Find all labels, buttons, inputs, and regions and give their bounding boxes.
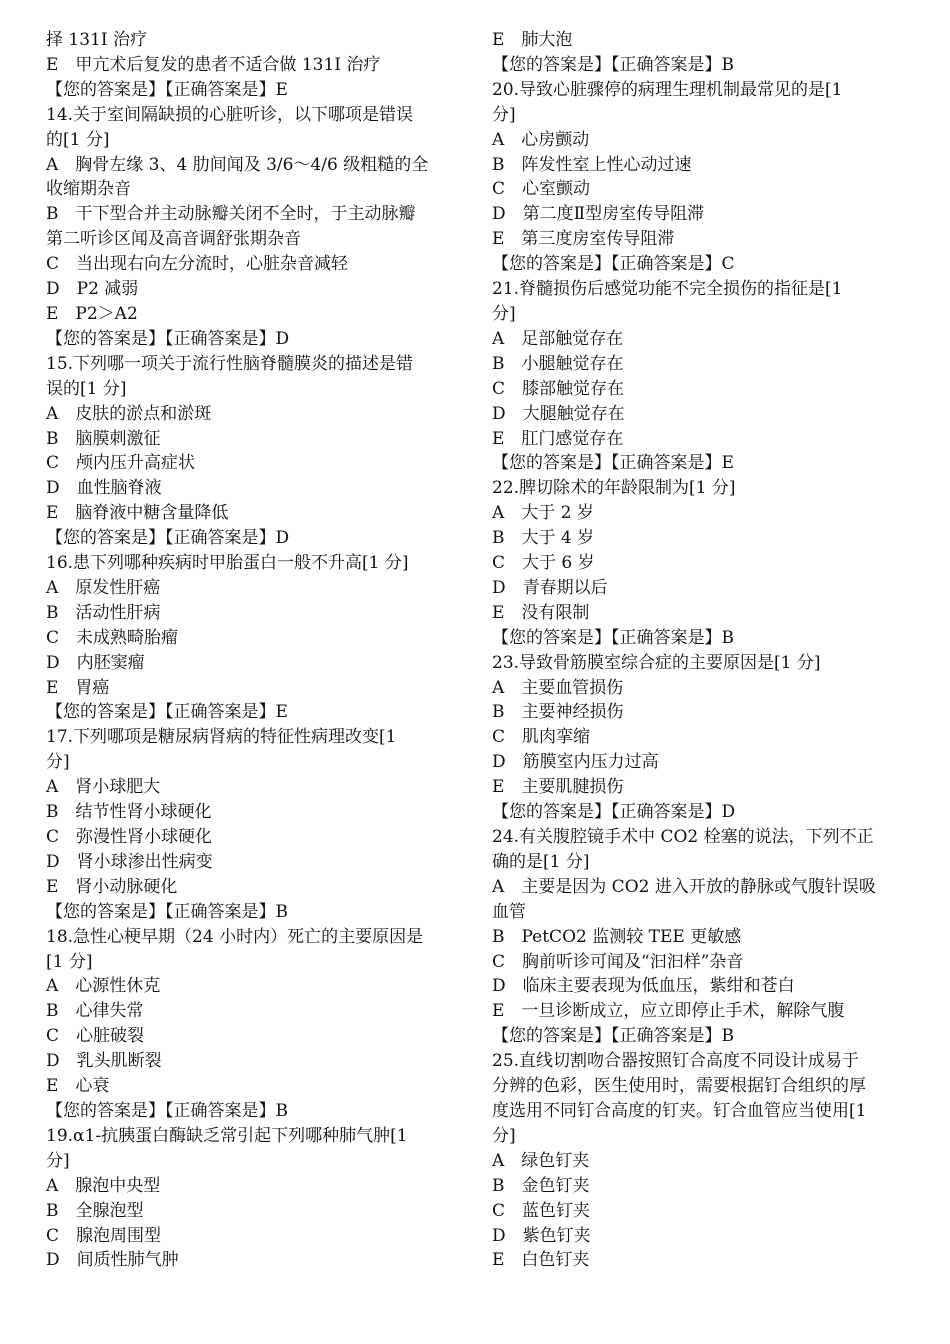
text-line: D 乳头肌断裂 [46, 1051, 162, 1072]
text-line: C 胸前听诊可闻及“汩汩样”杂音 [492, 951, 744, 972]
text-line: 22.脾切除术的年龄限制为[1 分] [492, 478, 736, 499]
text-line: D 第二度Ⅱ型房室传导阻滞 [492, 204, 705, 225]
text-line: C 未成熟畸胎瘤 [46, 627, 179, 648]
text-line: B 阵发性室上性心动过速 [492, 154, 692, 175]
text-line: D 血性脑脊液 [46, 478, 162, 499]
text-line: E 甲亢术后复发的患者不适合做 131I 治疗 [46, 54, 381, 75]
text-line: 15.下列哪一项关于流行性脑脊髓膜炎的描述是错 [46, 353, 414, 374]
text-line: 【您的答案是】【正确答案是】D [46, 528, 290, 549]
text-line: B 金色钉夹 [492, 1175, 590, 1196]
text-line: A 胸骨左缘 3、4 肋间闻及 3/6～4/6 级粗糙的全 [46, 154, 429, 175]
text-line: E 第三度房室传导阻滞 [492, 229, 675, 250]
text-line: A 主要血管损伤 [492, 677, 624, 698]
text-line: 分] [46, 752, 70, 773]
text-line: E 胃癌 [46, 677, 110, 698]
text-line: D 内胚窦瘤 [46, 652, 145, 673]
text-line: B 大于 4 岁 [492, 528, 595, 549]
text-line: 21.脊髓损伤后感觉功能不完全损伤的指征是[1 [492, 279, 843, 300]
text-line: 【您的答案是】【正确答案是】B [492, 627, 734, 648]
text-line: E P2＞A2 [46, 303, 138, 324]
text-line: 择 131I 治疗 [46, 30, 147, 50]
text-line: 16.患下列哪种疾病时甲胎蛋白一般不升高[1 分] [46, 553, 409, 574]
text-line: 确的是[1 分] [492, 851, 590, 872]
text-line: E 心衰 [46, 1076, 110, 1097]
text-line: C 当出现右向左分流时，心脏杂音减轻 [46, 254, 349, 275]
text-line: D 临床主要表现为低血压，紫绀和苍白 [492, 976, 795, 997]
text-line: E 一旦诊断成立，应立即停止手术，解除气腹 [492, 1001, 845, 1022]
right-column [492, 28, 908, 1273]
text-line: 收缩期杂音 [46, 179, 131, 200]
text-line: C 肌肉挛缩 [492, 727, 591, 748]
text-line: B 小腿触觉存在 [492, 353, 624, 374]
text-line: D 肾小球渗出性病变 [46, 851, 213, 872]
text-line: B 脑膜刺激征 [46, 428, 161, 449]
text-line: B 干下型合并主动脉瓣关闭不全时，于主动脉瓣 [46, 204, 416, 225]
text-line: A 心房颤动 [492, 129, 590, 150]
text-line: B 主要神经损伤 [492, 702, 624, 723]
text-line: D 青春期以后 [492, 577, 608, 598]
text-line: A 皮肤的淤点和淤斑 [46, 403, 212, 424]
text-line: C 颅内压升高症状 [46, 453, 196, 474]
text-line: 分] [492, 303, 516, 324]
text-line: 【您的答案是】【正确答案是】C [492, 254, 735, 275]
text-line: D P2 减弱 [46, 279, 139, 300]
text-line: D 间质性肺气肿 [46, 1250, 179, 1271]
text-line: A 绿色钉夹 [492, 1150, 590, 1171]
text-line: A 大于 2 岁 [492, 503, 594, 524]
text-line: 25.直线切割吻合器按照钉合高度不同设计成易于 [492, 1051, 860, 1072]
text-line: 分] [492, 104, 516, 125]
text-line: 分辨的色彩，医生使用时，需要根据钉合组织的厚 [492, 1076, 866, 1097]
text-line: 第二听诊区闻及高音调舒张期杂音 [46, 229, 301, 250]
text-line: A 原发性肝癌 [46, 577, 161, 598]
text-line: 【您的答案是】【正确答案是】B [492, 54, 734, 75]
text-line: 23.导致骨筋膜室综合症的主要原因是[1 分] [492, 652, 821, 673]
text-line: 【您的答案是】【正确答案是】E [492, 453, 734, 474]
text-line: C 腺泡周围型 [46, 1225, 162, 1246]
text-line: 【您的答案是】【正确答案是】D [46, 328, 290, 349]
text-line: C 弥漫性肾小球硬化 [46, 827, 213, 847]
text-line: B 心律失常 [46, 1001, 144, 1022]
text-line: 的[1 分] [46, 129, 110, 150]
text-line: C 心室颤动 [492, 179, 591, 200]
text-line: 17.下列哪项是糖尿病肾病的特征性病理改变[1 [46, 727, 397, 748]
text-line: E 肾小动脉硬化 [46, 876, 178, 897]
text-line: C 心脏破裂 [46, 1026, 145, 1047]
text-line: 分] [46, 1150, 70, 1171]
text-line: 【您的答案是】【正确答案是】B [46, 901, 288, 922]
text-line: 度选用不同钉合高度的钉夹。钉合血管应当使用[1 [492, 1100, 867, 1121]
text-line: 血管 [492, 901, 526, 922]
text-line: 【您的答案是】【正确答案是】B [46, 1100, 288, 1121]
text-line: 【您的答案是】【正确答案是】E [46, 79, 288, 100]
text-line: 20.导致心脏骤停的病理生理机制最常见的是[1 [492, 79, 843, 100]
text-line: E 脑脊液中糖含量降低 [46, 503, 229, 524]
text-line: B PetCO2 监测较 TEE 更敏感 [492, 926, 742, 947]
text-line: D 筋膜室内压力过高 [492, 752, 659, 773]
text-line: A 腺泡中央型 [46, 1175, 161, 1196]
text-line: C 大于 6 岁 [492, 553, 595, 574]
text-line: C 膝部触觉存在 [492, 378, 625, 399]
text-line: 分] [492, 1125, 516, 1146]
text-line: C 蓝色钉夹 [492, 1200, 591, 1221]
text-line: 【您的答案是】【正确答案是】E [46, 702, 288, 723]
text-line: 19.α1-抗胰蛋白酶缺乏常引起下列哪种肺气肿[1 [46, 1125, 408, 1146]
text-line: E 白色钉夹 [492, 1250, 590, 1271]
text-line: B 全腺泡型 [46, 1200, 144, 1221]
text-line: E 肛门感觉存在 [492, 428, 624, 449]
text-line: [1 分] [46, 951, 93, 972]
text-line: 24.有关腹腔镜手术中 CO2 栓塞的说法，下列不正 [492, 827, 874, 847]
text-line: 18.急性心梗早期（24 小时内）死亡的主要原因是 [46, 926, 424, 947]
text-line: A 主要是因为 CO2 进入开放的静脉或气腹针误吸 [492, 876, 876, 897]
text-line: 14.关于室间隔缺损的心脏听诊，以下哪项是错误 [46, 104, 414, 125]
text-line: A 肾小球肥大 [46, 777, 161, 798]
text-line: E 主要肌腱损伤 [492, 777, 624, 798]
text-line: E 没有限制 [492, 602, 590, 623]
text-line: D 大腿触觉存在 [492, 403, 625, 424]
left-column [46, 28, 462, 1273]
text-line: 【您的答案是】【正确答案是】B [492, 1026, 734, 1047]
text-line: B 活动性肝病 [46, 602, 161, 623]
text-line: E 肺大泡 [492, 30, 573, 50]
text-line: D 紫色钉夹 [492, 1225, 591, 1246]
text-line: 误的[1 分] [46, 378, 127, 399]
text-line: B 结节性肾小球硬化 [46, 802, 212, 823]
text-line: A 心源性休克 [46, 976, 161, 997]
text-line: 【您的答案是】【正确答案是】D [492, 802, 736, 823]
text-line: A 足部触觉存在 [492, 328, 624, 349]
